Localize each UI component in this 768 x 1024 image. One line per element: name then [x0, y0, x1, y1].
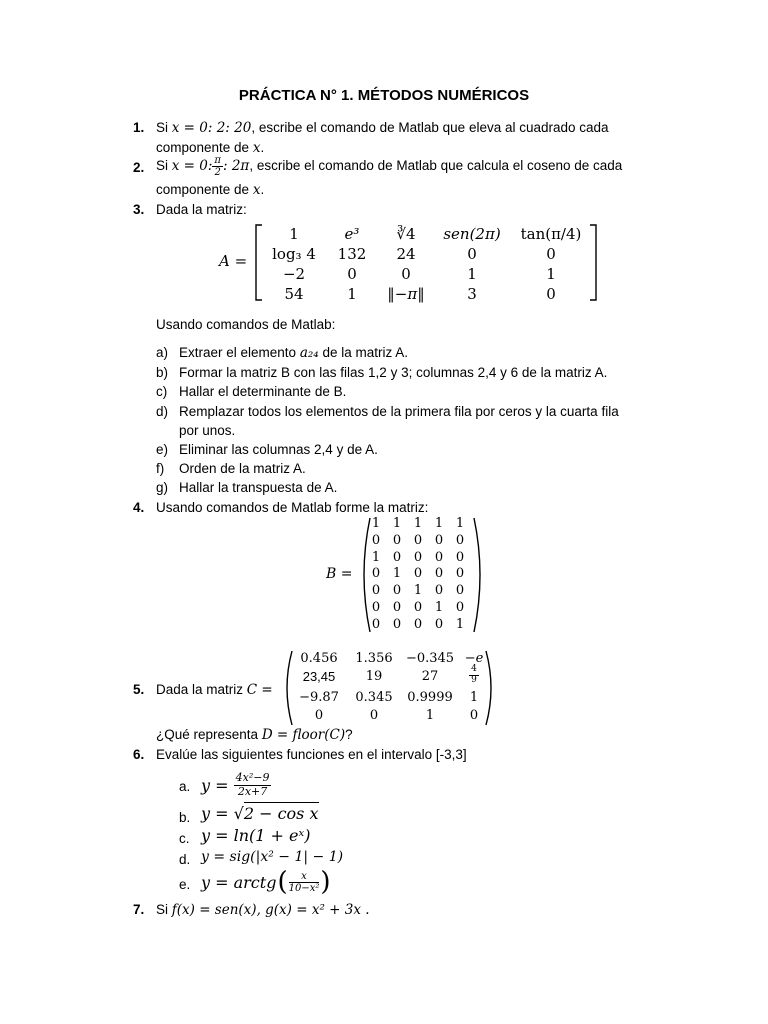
item-2-text: Si x = 0: $\frac{\pi}{2}$ : 2π, escribe el comando de Matlab que calcula el coseno de cada	[156, 155, 623, 178]
item-1-text: Si x = 0: 2: 20, escribe el comando de Matlab que eleva al cuadrado cada	[156, 120, 609, 136]
instruction-text: Usando comandos de Matlab:	[156, 317, 336, 332]
matrix-c-cell: 1	[469, 690, 479, 705]
item-2-continuation: componente de x.	[156, 182, 265, 198]
function-a: y = $\frac{\text{4x²−9}}{2x+7}$	[201, 771, 270, 798]
matrix-c-cell: 23,45	[302, 669, 336, 684]
matrix-b-cell: 1	[413, 516, 423, 531]
subitem-letter: f)	[156, 461, 165, 476]
matrix-a-cell: −2	[282, 265, 306, 283]
matrix-b-cell: 1	[413, 583, 423, 599]
matrix-b-cell: 1	[434, 600, 444, 615]
matrix-c-cell: −0.345	[405, 651, 455, 666]
function-letter: e.	[179, 877, 191, 892]
function-e: y = arctg ( $\frac{x}{\text{10−x²}}$ )	[201, 867, 331, 897]
matrix-a-cell: ∛4	[396, 225, 416, 243]
subitem-letter: g)	[156, 480, 169, 495]
matrix-b-cell: 1	[455, 516, 465, 531]
matrix-a-cell: 54	[284, 285, 304, 303]
item-number: 1.	[133, 120, 145, 135]
matrix-b-cell: 0	[413, 600, 423, 615]
matrix-a-cell: ‖−π‖	[387, 285, 425, 303]
matrix-b-cell: 0	[455, 549, 465, 565]
matrix-a-cell: 0	[347, 265, 357, 283]
matrix-a-cell: 3	[467, 285, 477, 303]
matrix-a-cell: 1	[467, 265, 477, 283]
matrix-b-cell: 0	[371, 616, 381, 632]
matrix-b-cell: 0	[413, 532, 423, 548]
item-number: 2.	[133, 160, 145, 175]
matrix-c-cell: 1.356	[355, 651, 393, 666]
subitem-letter: d)	[156, 404, 169, 419]
matrix-a-cell: 0	[546, 285, 556, 303]
subitem-letter: e)	[156, 442, 169, 457]
matrix-a-label: A =	[219, 252, 248, 270]
subitem-c-text: Hallar el determinante de B.	[179, 384, 347, 399]
subitem-g-text: Hallar la transpuesta de A.	[179, 480, 338, 495]
matrix-c-fraction-cell: $\frac{4}{9}$	[471, 664, 477, 685]
matrix-c-cell: 0.9999	[407, 690, 453, 705]
matrix-b-cell: 0	[434, 549, 444, 565]
matrix-b-cell: 1	[371, 549, 381, 565]
matrix-a-cell: sen(2π)	[443, 225, 501, 243]
item-number: 3.	[133, 202, 145, 217]
item-3-text: Dada la matriz:	[156, 202, 247, 217]
subitem-a-text: Extraer el elemento a₂₄ de la matriz A.	[179, 345, 408, 361]
subitem-b-text: Formar la matriz B con las filas 1,2 y 3; columnas 2,4 y 6 de la matriz A.	[179, 365, 608, 380]
matrix-c-cell: −9.87	[299, 690, 339, 705]
matrix-c-cell: 0	[469, 708, 479, 723]
item-number: 6.	[133, 747, 145, 762]
subitem-d-text: Remplazar todos los elementos de la primera fila por ceros y la cuarta fila	[179, 404, 619, 419]
matrix-b-cell: 0	[455, 566, 465, 582]
function-d: y = sig(|x² − 1| − 1)	[201, 849, 344, 865]
item-number: 7.	[133, 902, 145, 917]
matrix-a-cell: 0	[401, 265, 411, 283]
matrix-b-cell: 0	[455, 600, 465, 615]
matrix-b-cell: 0	[413, 616, 423, 632]
matrix-b-label: B =	[326, 566, 353, 582]
matrix-c-cell: 27	[421, 669, 439, 684]
matrix-a-cell: 1	[347, 285, 357, 303]
matrix-c-cell: −e	[464, 651, 484, 666]
matrix-a-cell: 24	[396, 245, 416, 263]
function-letter: d.	[179, 852, 191, 867]
matrix-b-cell: 1	[434, 516, 444, 531]
matrix-b-cell: 0	[455, 583, 465, 599]
matrix-a-cell: 1	[546, 265, 556, 283]
matrix-c-cell: 0.456	[300, 651, 338, 666]
function-letter: c.	[179, 831, 190, 846]
fraction: $\frac{\pi}{2}$	[214, 155, 221, 178]
matrix-b-cell: 0	[371, 566, 381, 582]
page-title: PRÁCTICA N° 1. MÉTODOS NUMÉRICOS	[238, 87, 530, 104]
matrix-c-cell: 0	[369, 708, 379, 723]
matrix-a-cell: 0	[546, 245, 556, 263]
matrix-a-cell: log₃ 4	[272, 245, 316, 263]
matrix-b-cell: 1	[392, 566, 402, 582]
matrix-b-cell: 0	[392, 600, 402, 615]
matrix-b-cell: 0	[371, 583, 381, 599]
matrix-a-cell: 0	[467, 245, 477, 263]
item-5-text: Dada la matriz C =	[156, 682, 273, 698]
subitem-e-text: Eliminar las columnas 2,4 y de A.	[179, 442, 378, 457]
matrix-a-cell: tan(π/4)	[520, 225, 582, 243]
matrix-c-cell: 0.345	[355, 690, 393, 705]
subitem-f-text: Orden de la matriz A.	[179, 461, 306, 476]
matrix-a-cell: 1	[289, 225, 299, 243]
matrix-c-cell: 1	[425, 708, 435, 723]
matrix-b-cell: 0	[434, 532, 444, 548]
function-letter: a.	[179, 779, 191, 794]
matrix-b-cell: 1	[455, 616, 465, 632]
matrix-b-cell: 0	[434, 616, 444, 632]
subitem-letter: a)	[156, 345, 169, 360]
matrix-b-cell: 0	[392, 583, 402, 599]
matrix-c-cell: 19	[365, 669, 383, 684]
matrix-b-cell: 0	[371, 600, 381, 615]
function-b: y = √2 − cos x	[201, 804, 319, 823]
matrix-b-cell: 0	[392, 532, 402, 548]
item-number: 5.	[133, 682, 145, 697]
matrix-b-cell: 0	[413, 566, 423, 582]
matrix-b-cell: 0	[392, 549, 402, 565]
item-1-continuation: componente de x.	[156, 140, 265, 156]
matrix-a-cell: e³	[344, 225, 360, 243]
function-c: y = ln(1 + eˣ)	[201, 826, 311, 845]
item-number: 4.	[133, 500, 145, 515]
matrix-b-cell: 0	[413, 549, 423, 565]
matrix-a	[254, 223, 598, 303]
function-letter: b.	[179, 810, 191, 825]
matrix-c-cell: 0	[314, 708, 324, 723]
matrix-b-cell: 0	[434, 583, 444, 599]
matrix-b-cell: 0	[392, 616, 402, 632]
matrix-b-cell: 0	[371, 532, 381, 548]
matrix-b-cell: 0	[434, 566, 444, 582]
matrix-a-cell: 132	[337, 245, 367, 263]
item-7-text: Si f(x) = sen(x), g(x) = x² + 3x .	[156, 902, 370, 918]
matrix-b-cell: 0	[455, 532, 465, 548]
matrix-c	[282, 649, 496, 727]
subitem-d-continuation: por unos.	[179, 423, 236, 438]
subitem-letter: c)	[156, 384, 168, 399]
matrix-b-cell: 1	[371, 516, 381, 531]
item-4-text: Usando comandos de Matlab forme la matriz:	[156, 500, 429, 515]
matrix-b-cell: 1	[392, 516, 402, 531]
subitem-letter: b)	[156, 365, 169, 380]
item-6-text: Evalúe las siguientes funciones en el intervalo [-3,3]	[156, 747, 467, 762]
item-5-question: ¿Qué representa D = floor(C)?	[156, 727, 353, 743]
matrix-b	[358, 516, 486, 634]
